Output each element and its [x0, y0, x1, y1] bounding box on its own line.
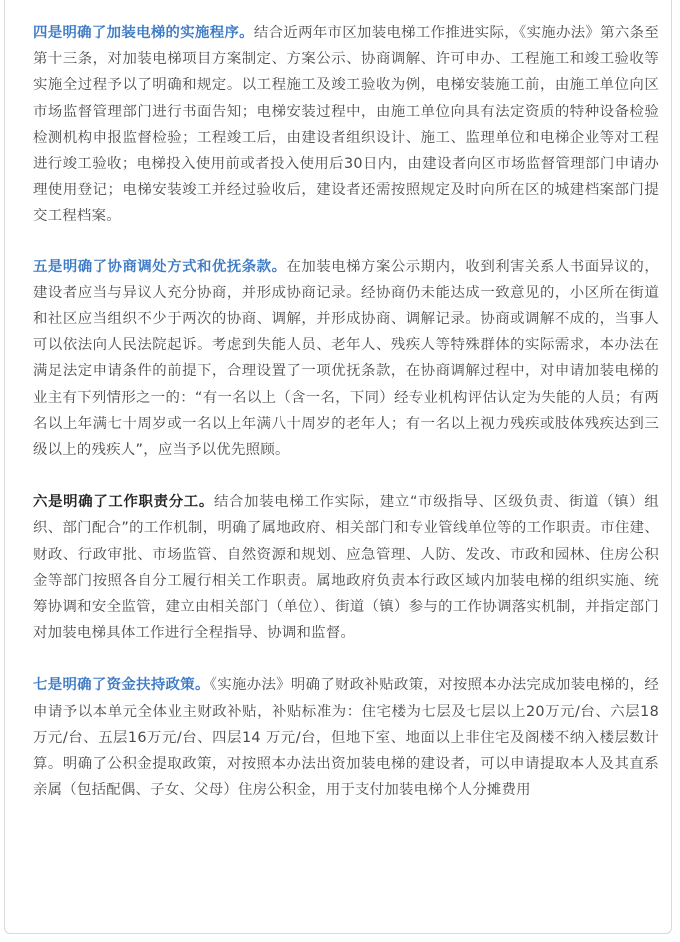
paragraph-heading: 七是明确了资金扶持政策。 — [33, 677, 210, 694]
paragraph-body: 结合近两年市区加装电梯工作推进实际，《实施办法》第六条至第十三条，对加装电梯项目方案制定、方案公示、协商调解、许可申办、工程施工和竣工验收等实施全过程予以了明确和规定。以工程施工及竣工验收为例，电梯安装施工前，由施工单位向区市场监督管理部门进行书面告知；电梯安装过程中，由施工单位向具有法定资质的特种设备检验检测机构申报监督检验；工程竣工后，由建设者组织设计、施工、监理单位和电梯企业等对工程进行竣工验收；电梯投入使用前或者投入使用后30日内，由建设者向区市场监督管理部门申请办理使用登记；电梯安装竣工并经过验收后，建设者还需按照规定及时向所在区的城建档案部门提交工程档案。 — [33, 25, 659, 225]
paragraph-responsibilities — [33, 489, 659, 646]
paragraph-body: 结合加装电梯工作实际，建立“市级指导、区级负责、街道（镇）组织、部门配合”的工作机制，明确了属地政府、相关部门和专业管线单位等的工作职责。市住建、财政、行政审批、市场监管、自然资源和规划、应急管理、人防、发改、市政和园林、住房公积金等部门按照各自分工履行相关工作职责。属地政府负责本行政区域内加装电梯的组织实施、统筹协调和安全监管，建立由相关部门（单位）、街道（镇）参与的工作协调落实机制，并指定部门对加装电梯具体工作进行全程指导、协调和监督。 — [33, 494, 659, 642]
paragraph-mediation-terms — [33, 254, 659, 464]
paragraph-heading: 六是明确了工作职责分工。 — [33, 494, 214, 511]
paragraph-body: 在加装电梯方案公示期内，收到利害关系人书面异议的，建设者应当与异议人充分协商，并形成协商记录。经协商仍未能达成一致意见的，小区所在街道和社区应当组织不少于两次的协商、调解，并形成协商、调解记录。协商或调解不成的，当事人可以依法向人民法院起诉。考虑到失能人员、老年人、残疾人等特殊群体的实际需求，本办法在满足法定申请条件的前提下，合理设置了一项优抚条款，在协商调解过程中，对申请加装电梯的业主有下列情形之一的：“有一名以上（含一名，下同）经专业机构评估认定为失能的人员；有两名以上年满七十周岁或一名以上年满八十周岁的老年人；有一名以上视力残疾或肢体残疾达到三级以上的残疾人”，应当予以优先照顾。 — [33, 258, 659, 459]
paragraph-heading: 五是明确了协商调处方式和优抚条款。 — [33, 258, 287, 275]
article-content — [33, 20, 659, 829]
paragraph-implementation-procedure — [33, 20, 659, 230]
paragraph-funding-policy — [33, 672, 659, 803]
article-card — [4, 0, 672, 934]
paragraph-body: 《实施办法》明确了财政补贴政策，对按照本办法完成加装电梯的，经申请予以本单元全体业主财政补贴，补贴标准为：住宅楼为七层及七层以上20万元/台、六层18万元/台、五层16万元/台、四层14 万元/台，但地下室、地面以上非住宅及阁楼不纳入楼层数计算。明确了公积金提取政策，对按照本办法出资加装电梯的建设者，可以申请提取本人及其直系亲属（包括配偶、子女、父母）住房公积金，用于支付加装电梯个人分摊费用 — [33, 677, 659, 799]
paragraph-heading: 四是明确了加装电梯的实施程序。 — [33, 25, 254, 41]
